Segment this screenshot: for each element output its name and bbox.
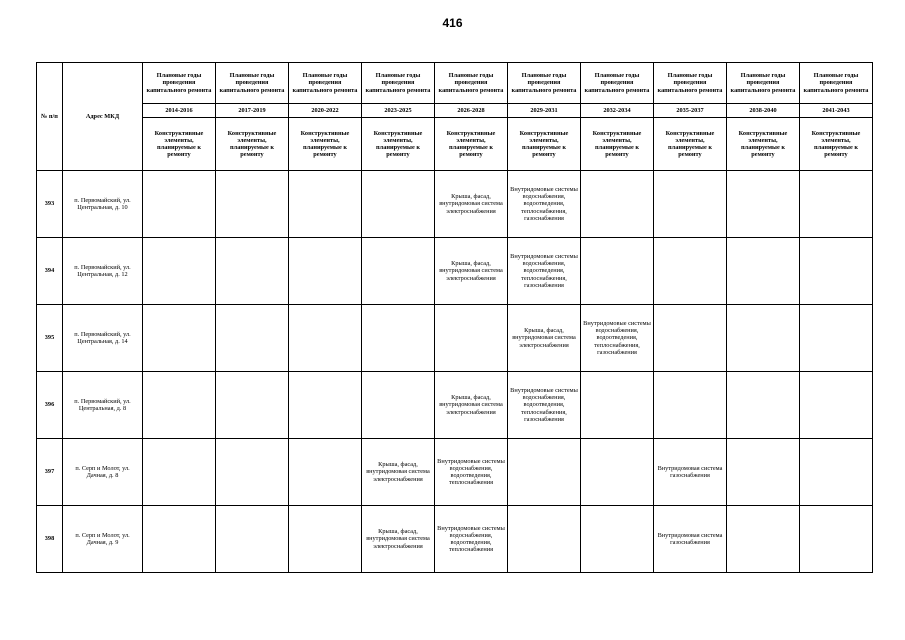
repair-elements-cell [435,305,508,372]
repair-elements-cell [654,372,727,439]
repair-elements-cell [143,238,216,305]
num-header: № п/п [37,63,63,171]
repair-elements-cell [216,238,289,305]
repair-elements-cell: Крыша, фасад, внутридомовая система электроснабжения [435,171,508,238]
period-years-header: 2029-2031 [508,104,581,118]
table-row [37,238,873,305]
repair-elements-cell [216,372,289,439]
row-number: 395 [37,305,63,372]
period-years-header: 2017-2019 [216,104,289,118]
period-title-header: Плановые годы проведения капитального ремонта [727,63,800,104]
repair-elements-cell [289,238,362,305]
elements-header: Конструктивные элементы, планируемые к ремонту [143,118,216,171]
period-years-header: 2035-2037 [654,104,727,118]
repair-elements-cell [800,439,873,506]
repair-elements-cell: Внутридомовые системы водоснабжения, водоотведения, теплоснабжения, газоснабжения [581,305,654,372]
elements-header: Конструктивные элементы, планируемые к ремонту [362,118,435,171]
table-row [37,506,873,573]
page-number: 416 [442,16,463,30]
repair-elements-cell [143,439,216,506]
repair-plan-table [36,62,873,573]
repair-elements-cell [800,238,873,305]
repair-elements-cell: Крыша, фасад, внутридомовая система электроснабжения [435,238,508,305]
repair-elements-cell [289,305,362,372]
period-years-header: 2041-2043 [800,104,873,118]
repair-elements-cell [143,305,216,372]
repair-elements-cell [143,372,216,439]
row-number: 394 [37,238,63,305]
repair-elements-cell [216,506,289,573]
row-address: п. Первомайский, ул. Центральная, д. 14 [63,305,143,372]
repair-elements-cell [216,305,289,372]
repair-elements-cell [654,171,727,238]
row-number: 396 [37,372,63,439]
repair-elements-cell [289,372,362,439]
row-address: п. Серп и Молот, ул. Дачная, д. 8 [63,439,143,506]
elements-header: Конструктивные элементы, планируемые к ремонту [654,118,727,171]
repair-elements-cell [289,439,362,506]
period-years-header: 2020-2022 [289,104,362,118]
repair-elements-cell [727,439,800,506]
repair-elements-cell [508,506,581,573]
header-row-elements [37,118,873,171]
period-years-header: 2032-2034 [581,104,654,118]
period-title-header: Плановые годы проведения капитального ремонта [435,63,508,104]
period-title-header: Плановые годы проведения капитального ремонта [143,63,216,104]
elements-header: Конструктивные элементы, планируемые к ремонту [216,118,289,171]
repair-elements-cell [581,171,654,238]
row-address: п. Первомайский, ул. Центральная, д. 10 [63,171,143,238]
repair-elements-cell [727,305,800,372]
table-row [37,171,873,238]
period-years-header: 2038-2040 [727,104,800,118]
repair-elements-cell: Внутридомовая система газоснабжения [654,506,727,573]
period-title-header: Плановые годы проведения капитального ремонта [362,63,435,104]
period-title-header: Плановые годы проведения капитального ремонта [289,63,362,104]
elements-header: Конструктивные элементы, планируемые к ремонту [581,118,654,171]
repair-elements-cell [581,372,654,439]
row-number: 393 [37,171,63,238]
period-title-header: Плановые годы проведения капитального ремонта [654,63,727,104]
repair-elements-cell [581,439,654,506]
header-row-years [37,104,873,118]
repair-elements-cell [216,171,289,238]
repair-elements-cell [800,506,873,573]
row-number: 398 [37,506,63,573]
repair-elements-cell [216,439,289,506]
repair-elements-cell [362,372,435,439]
repair-elements-cell [727,238,800,305]
repair-elements-cell [289,171,362,238]
row-number: 397 [37,439,63,506]
repair-elements-cell [581,238,654,305]
period-title-header: Плановые годы проведения капитального ремонта [216,63,289,104]
period-title-header: Плановые годы проведения капитального ремонта [800,63,873,104]
repair-elements-cell: Внутридомовые системы водоснабжения, водоотведения, теплоснабжения, газоснабжения [508,238,581,305]
period-years-header: 2014-2016 [143,104,216,118]
period-title-header: Плановые годы проведения капитального ремонта [581,63,654,104]
repair-elements-cell [727,171,800,238]
repair-elements-cell [581,506,654,573]
period-years-header: 2023-2025 [362,104,435,118]
repair-elements-cell [143,171,216,238]
repair-elements-cell [508,439,581,506]
elements-header: Конструктивные элементы, планируемые к ремонту [289,118,362,171]
repair-elements-cell [727,372,800,439]
elements-header: Конструктивные элементы, планируемые к ремонту [435,118,508,171]
table-row [37,305,873,372]
table-row [37,372,873,439]
table-row [37,439,873,506]
repair-elements-cell: Крыша, фасад, внутридомовая система электроснабжения [508,305,581,372]
repair-elements-cell [362,171,435,238]
row-address: п. Первомайский, ул. Центральная, д. 8 [63,372,143,439]
elements-header: Конструктивные элементы, планируемые к ремонту [800,118,873,171]
repair-elements-cell [143,506,216,573]
period-years-header: 2026-2028 [435,104,508,118]
row-address: п. Серп и Молот, ул. Дачная, д. 9 [63,506,143,573]
repair-elements-cell [289,506,362,573]
repair-elements-cell [800,372,873,439]
repair-elements-cell [654,305,727,372]
repair-elements-cell [654,238,727,305]
repair-elements-cell [727,506,800,573]
repair-elements-cell: Внутридомовая система газоснабжения [654,439,727,506]
repair-elements-cell: Внутридомовые системы водоснабжения, водоотведения, теплоснабжения, газоснабжения [508,372,581,439]
period-title-header: Плановые годы проведения капитального ремонта [508,63,581,104]
elements-header: Конструктивные элементы, планируемые к ремонту [727,118,800,171]
repair-elements-cell: Крыша, фасад, внутридомовая система электроснабжения [362,439,435,506]
repair-elements-cell: Внутридомовые системы водоснабжения, водоотведения, теплоснабжения [435,439,508,506]
row-address: п. Первомайский, ул. Центральная, д. 12 [63,238,143,305]
repair-elements-cell: Крыша, фасад, внутридомовая система электроснабжения [362,506,435,573]
repair-elements-cell: Крыша, фасад, внутридомовая система электроснабжения [435,372,508,439]
elements-header: Конструктивные элементы, планируемые к ремонту [508,118,581,171]
repair-elements-cell [800,171,873,238]
repair-elements-cell: Внутридомовые системы водоснабжения, водоотведения, теплоснабжения, газоснабжения [508,171,581,238]
repair-elements-cell: Внутридомовые системы водоснабжения, водоотведения, теплоснабжения [435,506,508,573]
address-header: Адрес МКД [63,63,143,171]
repair-elements-cell [362,305,435,372]
repair-elements-cell [362,238,435,305]
header-row-periods-title [37,63,873,104]
repair-elements-cell [800,305,873,372]
